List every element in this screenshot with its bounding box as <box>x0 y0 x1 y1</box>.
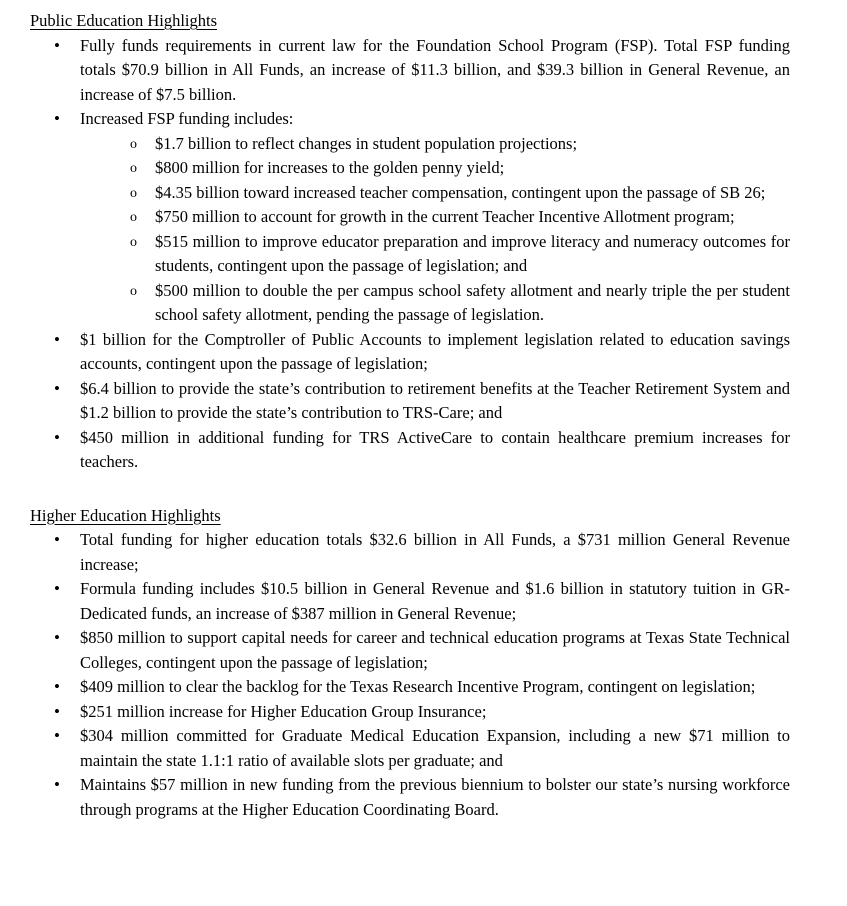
bullet-list <box>30 34 790 475</box>
sub-bullet-item-text: $750 million to account for growth in the current Teacher Incentive Allotment program; <box>155 207 735 226</box>
disc-bullet-icon: • <box>54 427 60 447</box>
bullet-item-text: Fully funds requirements in current law for the Foundation School Program (FSP). Total FSP funding totals $70.9 billion in All Funds, an increase of $11.3 billion, and $39.3 billion in General Revenue, an increase of $7.5 billion. <box>80 35 790 104</box>
document-section <box>30 504 790 823</box>
bullet-item <box>30 328 790 377</box>
bullet-item <box>30 675 790 700</box>
document-section <box>30 9 790 475</box>
disc-bullet-icon: • <box>54 109 60 128</box>
bullet-item <box>30 724 790 773</box>
bullet-item <box>30 377 790 426</box>
bullet-item-text: $304 million committed for Graduate Medical Education Expansion, including a new $71 million to maintain the state 1.1:1 ratio of available slots per graduate; and <box>80 726 790 770</box>
bullet-list <box>30 528 790 822</box>
bullet-item-text: Total funding for higher education totals $32.6 billion in All Funds, a $731 million General Revenue increase; <box>80 530 790 574</box>
circle-bullet-icon: o <box>130 234 137 250</box>
sub-bullet-item <box>30 132 790 157</box>
sub-bullet-item <box>30 230 790 279</box>
bullet-item-text: $850 million to support capital needs for career and technical education programs at Texas State Technical Colleges, contingent upon the passage of legislation; <box>80 628 790 672</box>
circle-bullet-icon: o <box>130 161 137 176</box>
circle-bullet-icon: o <box>130 185 137 201</box>
sub-bullet-item <box>30 156 790 181</box>
bullet-item-text: Increased FSP funding includes: <box>80 109 294 128</box>
disc-bullet-icon: • <box>54 701 60 721</box>
sub-bullet-item-text: $1.7 billion to reflect changes in student population projections; <box>155 133 578 153</box>
sub-bullet-item-text: $800 million for increases to the golden penny yield; <box>155 158 505 177</box>
sub-bullet-item-text: $515 million to improve educator preparation and improve literacy and numeracy outcomes for students, contingent upon the passage of legislation; and <box>155 231 790 275</box>
bullet-item <box>30 107 790 132</box>
bullet-item <box>30 626 790 675</box>
sub-bullet-item-text: $4.35 billion toward increased teacher compensation, contingent upon the passage of SB 26; <box>155 182 766 202</box>
bullet-item <box>30 528 790 577</box>
circle-bullet-icon: o <box>130 210 137 225</box>
section-heading: Higher Education Highlights <box>30 505 221 525</box>
section-heading: Public Education Highlights <box>30 11 217 30</box>
sub-bullet-item <box>30 181 790 206</box>
disc-bullet-icon: • <box>54 530 60 549</box>
bullet-item-text: $251 million increase for Higher Education Group Insurance; <box>80 701 487 721</box>
disc-bullet-icon: • <box>54 677 60 696</box>
disc-bullet-icon: • <box>54 726 60 745</box>
bullet-item <box>30 577 790 626</box>
bullet-item-text: $450 million in additional funding for TRS ActiveCare to contain healthcare premium increases for teachers. <box>80 427 790 471</box>
bullet-item-text: $1 billion for the Comptroller of Public Accounts to implement legislation related to education savings accounts, contingent upon the passage of legislation; <box>80 329 790 373</box>
disc-bullet-icon: • <box>54 378 60 398</box>
bullet-item <box>30 773 790 822</box>
disc-bullet-icon: • <box>54 329 60 349</box>
bullet-item-text: Formula funding includes $10.5 billion in General Revenue and $1.6 billion in statutory tuition in GR-Dedicated funds, an increase of $387 million in General Revenue; <box>80 579 790 623</box>
bullet-item-text: $6.4 billion to provide the state’s contribution to retirement benefits at the Teacher Retirement System and $1.2 billion to provide the state’s contribution to TRS-Care; and <box>80 378 790 422</box>
bullet-item-text: Maintains $57 million in new funding from the previous biennium to bolster our state’s nursing workforce through programs at the Higher Education Coordinating Board. <box>80 775 790 819</box>
circle-bullet-icon: o <box>130 283 137 299</box>
disc-bullet-icon: • <box>54 628 60 647</box>
sub-bullet-item <box>30 205 790 230</box>
sub-bullet-item <box>30 279 790 328</box>
bullet-item <box>30 426 790 475</box>
bullet-item <box>30 34 790 108</box>
bullet-item <box>30 700 790 725</box>
bullet-item-text: $409 million to clear the backlog for the Texas Research Incentive Program, contingent on legislation; <box>80 677 756 696</box>
disc-bullet-icon: • <box>54 775 60 794</box>
circle-bullet-icon: o <box>130 136 137 152</box>
sub-bullet-item-text: $500 million to double the per campus school safety allotment and nearly triple the per student school safety allotment, pending the passage of legislation. <box>155 280 790 324</box>
disc-bullet-icon: • <box>54 35 60 55</box>
disc-bullet-icon: • <box>54 579 60 598</box>
